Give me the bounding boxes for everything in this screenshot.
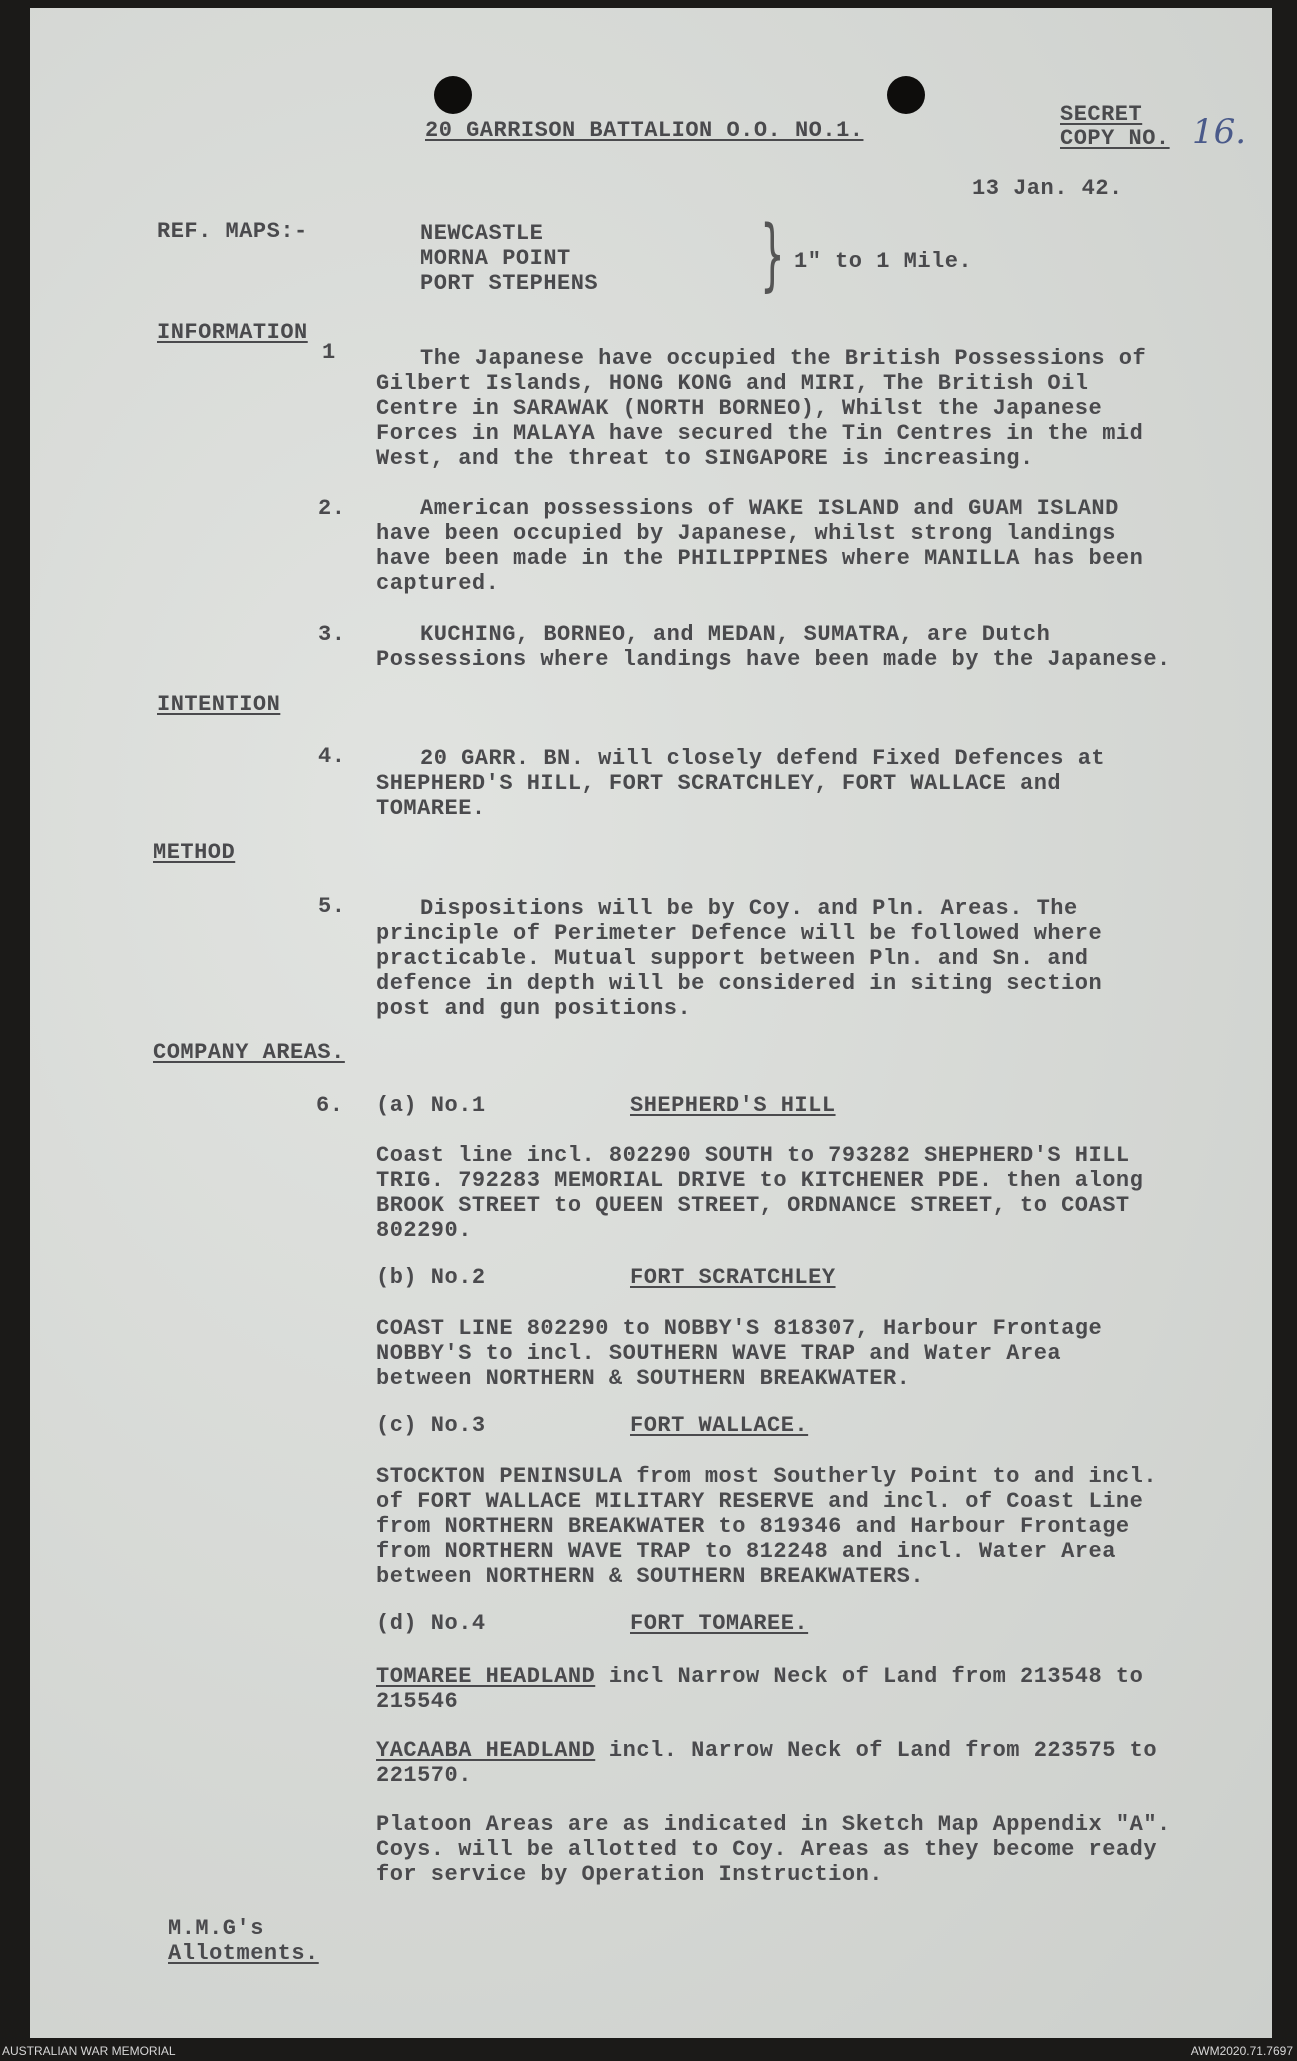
company-a-line: BROOK STREET to QUEEN STREET, ORDNANCE STREET, to COAST: [376, 1193, 1130, 1218]
ref-map-3: PORT STEPHENS: [420, 271, 599, 296]
para-5-line: defence in depth will be considered in siting section: [376, 971, 1103, 996]
company-c-line: from NORTHERN WAVE TRAP to 812248 and incl. Water Area: [376, 1539, 1116, 1564]
mmg-heading-line-1: M.M.G's: [168, 1916, 264, 1941]
para-1-line: West, and the threat to SINGAPORE is increasing.: [376, 446, 1034, 471]
platoon-areas-line: Platoon Areas are as indicated in Sketch Map Appendix "A".: [376, 1812, 1171, 1837]
company-a-label: (a) No.1: [376, 1093, 486, 1118]
para-2-line: have been made in the PHILIPPINES where MANILLA has been: [376, 546, 1144, 571]
copy-label: COPY NO.: [1060, 126, 1170, 151]
yacaaba-headland-label: YACAABA HEADLAND: [376, 1738, 596, 1763]
para-4-number: 4.: [318, 744, 346, 769]
section-intention: INTENTION: [157, 692, 281, 717]
para-3-number: 3.: [318, 622, 346, 647]
ref-map-1: NEWCASTLE: [420, 221, 544, 246]
para-4-line: 20 GARR. BN. will closely defend Fixed Defences at: [420, 746, 1106, 771]
ref-map-2: MORNA POINT: [420, 246, 571, 271]
copy-number-handwritten: 16.: [1192, 112, 1247, 152]
company-d-title: FORT TOMAREE.: [630, 1611, 809, 1636]
company-c-title: FORT WALLACE.: [630, 1413, 809, 1438]
brace-symbol: }: [760, 210, 785, 300]
yacaaba-headland-text: incl. Narrow Neck of Land from 223575 to: [595, 1738, 1158, 1763]
company-c-line: from NORTHERN BREAKWATER to 819346 and Harbour Frontage: [376, 1514, 1130, 1539]
company-d-label: (d) No.4: [376, 1611, 486, 1636]
para-1-line: Gilbert Islands, HONG KONG and MIRI, The British Oil: [376, 371, 1089, 396]
secret-label: SECRET: [1060, 102, 1143, 127]
para-5-line: principle of Perimeter Defence will be followed where: [376, 921, 1103, 946]
company-b-line: between NORTHERN & SOUTHERN BREAKWATER.: [376, 1366, 911, 1391]
platoon-areas-line: Coys. will be allotted to Coy. Areas as they become ready: [376, 1837, 1158, 1862]
footer-source: AUSTRALIAN WAR MEMORIAL: [2, 2044, 176, 2058]
para-5-line: post and gun positions.: [376, 996, 692, 1021]
para-1-number: 1: [322, 340, 336, 365]
para-1-line: Centre in SARAWAK (NORTH BORNEO), Whilst the Japanese: [376, 396, 1103, 421]
tomaree-headland-label: TOMAREE HEADLAND: [376, 1664, 596, 1689]
footer-accession-number: AWM2020.71.7697: [1190, 2044, 1293, 2058]
punch-hole-right: [887, 76, 925, 114]
para-3-line: Possessions where landings have been made by the Japanese.: [376, 647, 1171, 672]
company-b-title: FORT SCRATCHLEY: [630, 1265, 836, 1290]
para-2-line: have been occupied by Japanese, whilst strong landings: [376, 521, 1116, 546]
yacaaba-headland-line-2: 221570.: [376, 1763, 472, 1788]
company-a-line: 802290.: [376, 1218, 472, 1243]
company-a-line: TRIG. 792283 MEMORIAL DRIVE to KITCHENER PDE. then along: [376, 1168, 1144, 1193]
para-6-number: 6.: [316, 1093, 344, 1118]
ref-maps-label: REF. MAPS:-: [157, 219, 308, 244]
document-title: 20 GARRISON BATTALION O.O. NO.1.: [425, 118, 864, 143]
company-b-line: NOBBY'S to incl. SOUTHERN WAVE TRAP and Water Area: [376, 1341, 1062, 1366]
company-a-title: SHEPHERD'S HILL: [630, 1093, 836, 1118]
tomaree-headland-line: [376, 1664, 1143, 1689]
company-c-line: STOCKTON PENINSULA from most Southerly Point to and incl.: [376, 1464, 1158, 1489]
tomaree-headland-line-2: 215546: [376, 1689, 459, 1714]
para-1-line: Forces in MALAYA have secured the Tin Centres in the mid: [376, 421, 1144, 446]
section-method: METHOD: [153, 840, 236, 865]
company-b-line: COAST LINE 802290 to NOBBY'S 818307, Harbour Frontage: [376, 1316, 1103, 1341]
tomaree-headland-text: incl Narrow Neck of Land from 213548 to: [595, 1664, 1144, 1689]
para-3-line: KUCHING, BORNEO, and MEDAN, SUMATRA, are Dutch: [420, 622, 1051, 647]
para-5-number: 5.: [318, 894, 346, 919]
para-2-number: 2.: [318, 496, 346, 521]
company-c-line: of FORT WALLACE MILITARY RESERVE and incl. of Coast Line: [376, 1489, 1144, 1514]
company-b-label: (b) No.2: [376, 1265, 486, 1290]
para-2-line: captured.: [376, 571, 500, 596]
company-c-line: between NORTHERN & SOUTHERN BREAKWATERS.: [376, 1564, 925, 1589]
mmg-heading-line-2: Allotments.: [168, 1941, 319, 1966]
yacaaba-headland-line: [376, 1738, 1157, 1763]
company-a-line: Coast line incl. 802290 SOUTH to 793282 SHEPHERD'S HILL: [376, 1143, 1130, 1168]
section-information: INFORMATION: [157, 320, 308, 345]
section-company-areas: COMPANY AREAS.: [153, 1040, 345, 1065]
document-date: 13 Jan. 42.: [972, 176, 1123, 201]
para-1-line: The Japanese have occupied the British Possessions of: [420, 346, 1147, 371]
map-scale: 1" to 1 Mile.: [794, 249, 973, 274]
para-5-line: practicable. Mutual support between Pln. and Sn. and: [376, 946, 1089, 971]
para-4-line: TOMAREE.: [376, 796, 486, 821]
para-2-line: American possessions of WAKE ISLAND and GUAM ISLAND: [420, 496, 1119, 521]
punch-hole-left: [434, 76, 472, 114]
platoon-areas-line: for service by Operation Instruction.: [376, 1862, 883, 1887]
para-4-line: SHEPHERD'S HILL, FORT SCRATCHLEY, FORT WALLACE and: [376, 771, 1062, 796]
company-c-label: (c) No.3: [376, 1413, 486, 1438]
document-page: [30, 8, 1272, 2038]
para-5-line: Dispositions will be by Coy. and Pln. Areas. The: [420, 896, 1078, 921]
